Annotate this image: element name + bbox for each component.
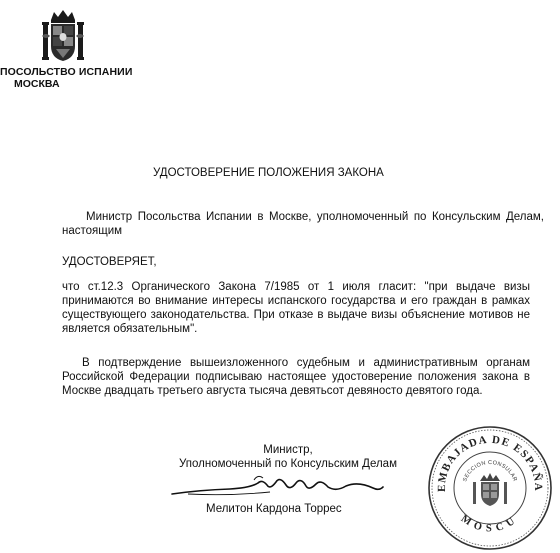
svg-text:EMBAJADA DE ESPAÑA: EMBAJADA DE ESPAÑA [435,433,545,493]
svg-text:MOSCU: MOSCU [458,513,522,535]
role-line-1: Министр, [263,444,313,456]
signature-role [154,443,422,471]
law-text-paragraph: что ст.12.3 Органического Закона 7/1985 от 1 июля гласит: "при выдаче визы принимаются во внимание интересы испанского государства и его граждан в рамках существующего законодательства. При отказе в выдаче визы объяснение мотивов не является обязательным". [62,281,530,335]
embassy-city: МОСКВА [14,78,60,90]
role-line-2: Уполномоченный по Консульским Делам [179,458,397,470]
svg-text:SECCION CONSULAR: SECCION CONSULAR [462,459,518,483]
spanish-coat-of-arms-icon [42,8,84,63]
certifies-heading: УДОСТОВЕРЯЕТ, [62,256,157,268]
intro-paragraph: Министр Посольства Испании в Москве, уполномоченный по Консульским Делам, настоящим [62,211,544,237]
confirmation-paragraph: В подтверждение вышеизложенного судебным и административным органам Российской Федерации подписываю настоящее удостоверение положения закона в Москве двадцать третьего августа тысяча девятьсот девяносто девятого года. [62,357,530,397]
handwritten-signature [170,470,385,504]
embassy-seal-stamp [426,424,554,552]
embassy-name: ПОСОЛЬСТВО ИСПАНИИ [0,66,133,78]
document-title: УДОСТОВЕРЕНИЕ ПОЛОЖЕНИЯ ЗАКОНА [153,167,384,179]
signer-name: Мелитон Кардона Торрес [206,503,342,515]
